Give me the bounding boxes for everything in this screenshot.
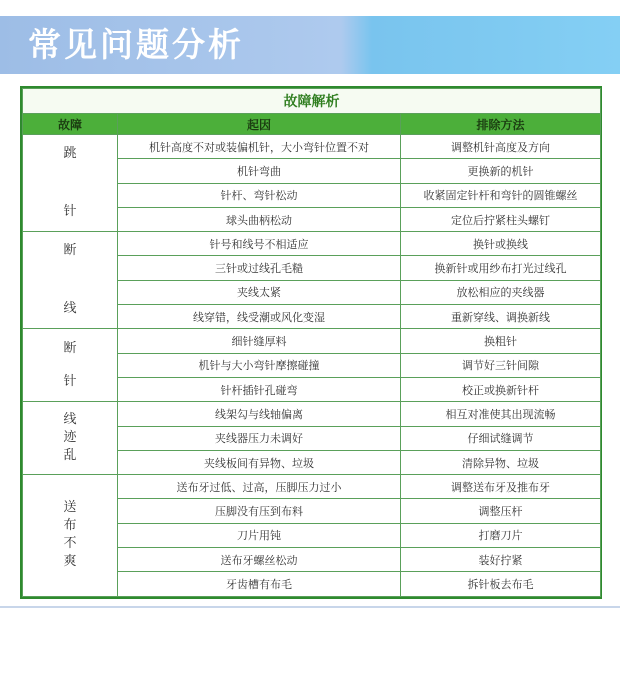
cause-cell: 送布牙螺丝松动 (118, 548, 401, 572)
cause-cell: 机针高度不对或装偏机针，大小弯针位置不对 (118, 135, 401, 159)
fault-name-cell (23, 402, 118, 475)
solution-cell: 调整机针高度及方向 (401, 135, 601, 159)
cause-cell: 细针缝厚料 (118, 329, 401, 353)
solution-cell: 放松相应的夹线器 (401, 280, 601, 304)
solution-cell: 装好拧紧 (401, 548, 601, 572)
cause-cell: 压脚没有压到布料 (118, 499, 401, 523)
bottom-divider (0, 606, 620, 608)
cause-cell: 针号和线号不相适应 (118, 232, 401, 256)
table-row (23, 402, 601, 426)
cause-cell: 机针与大小弯针摩擦碰撞 (118, 353, 401, 377)
cause-cell: 球头曲柄松动 (118, 207, 401, 231)
fault-name: 送布不爽 (63, 499, 77, 569)
fault-name-top: 跳 (63, 146, 77, 162)
solution-cell: 仔细试缝调节 (401, 426, 601, 450)
cause-cell: 夹线板间有异物、垃圾 (118, 450, 401, 474)
solution-cell: 调整送布牙及推布牙 (401, 475, 601, 499)
solution-cell: 重新穿线、调换新线 (401, 305, 601, 329)
solution-cell: 调整压杆 (401, 499, 601, 523)
fault-name-cell (23, 475, 118, 596)
solution-cell: 换针或换线 (401, 232, 601, 256)
table-row (23, 475, 601, 499)
header-solution: 排除方法 (401, 114, 601, 135)
cause-cell: 针杆插针孔碰弯 (118, 377, 401, 401)
fault-name-top: 断 (63, 340, 77, 356)
cause-cell: 线架勾与线轴偏离 (118, 402, 401, 426)
fault-name-bottom: 针 (63, 373, 77, 389)
solution-cell: 相互对准使其出现流畅 (401, 402, 601, 426)
page-title: 常见问题分析 (28, 25, 244, 64)
solution-cell: 清除异物、垃圾 (401, 450, 601, 474)
cause-cell: 夹线器压力未调好 (118, 426, 401, 450)
fault-name: 线迹乱 (63, 411, 77, 463)
solution-cell: 调节好三针间隙 (401, 353, 601, 377)
cause-cell: 针杆、弯针松动 (118, 183, 401, 207)
header-fault: 故障 (23, 114, 118, 135)
fault-analysis-table (20, 86, 602, 599)
solution-cell: 换新针或用纱布打光过线孔 (401, 256, 601, 280)
header-cause: 起因 (118, 114, 401, 135)
solution-cell: 收紧固定针杆和弯针的圆锥螺丝 (401, 183, 601, 207)
table-header-row (23, 114, 601, 135)
solution-cell: 校正或换新针杆 (401, 377, 601, 401)
fault-name-bottom: 针 (63, 203, 77, 219)
fault-name-cell (23, 232, 118, 329)
table-row (23, 232, 601, 256)
fault-name-top: 断 (63, 243, 77, 259)
cause-cell: 夹线太紧 (118, 280, 401, 304)
solution-cell: 拆针板去布毛 (401, 572, 601, 596)
header-banner (0, 16, 620, 74)
cause-cell: 送布牙过低、过高，压脚压力过小 (118, 475, 401, 499)
solution-cell: 更换新的机针 (401, 159, 601, 183)
table-row (23, 329, 601, 353)
cause-cell: 刀片用钝 (118, 523, 401, 547)
cause-cell: 线穿错，线受潮或风化变湿 (118, 305, 401, 329)
table-title: 故障解析 (23, 89, 601, 114)
cause-cell: 牙齿槽有布毛 (118, 572, 401, 596)
fault-name-cell (23, 135, 118, 232)
fault-name-cell (23, 329, 118, 402)
solution-cell: 换粗针 (401, 329, 601, 353)
fault-name-bottom: 线 (63, 301, 77, 317)
solution-cell: 定位后拧紧柱头螺钉 (401, 207, 601, 231)
table-title-row (23, 89, 601, 114)
cause-cell: 三针或过线孔毛糙 (118, 256, 401, 280)
solution-cell: 打磨刀片 (401, 523, 601, 547)
cause-cell: 机针弯曲 (118, 159, 401, 183)
table-row (23, 135, 601, 159)
